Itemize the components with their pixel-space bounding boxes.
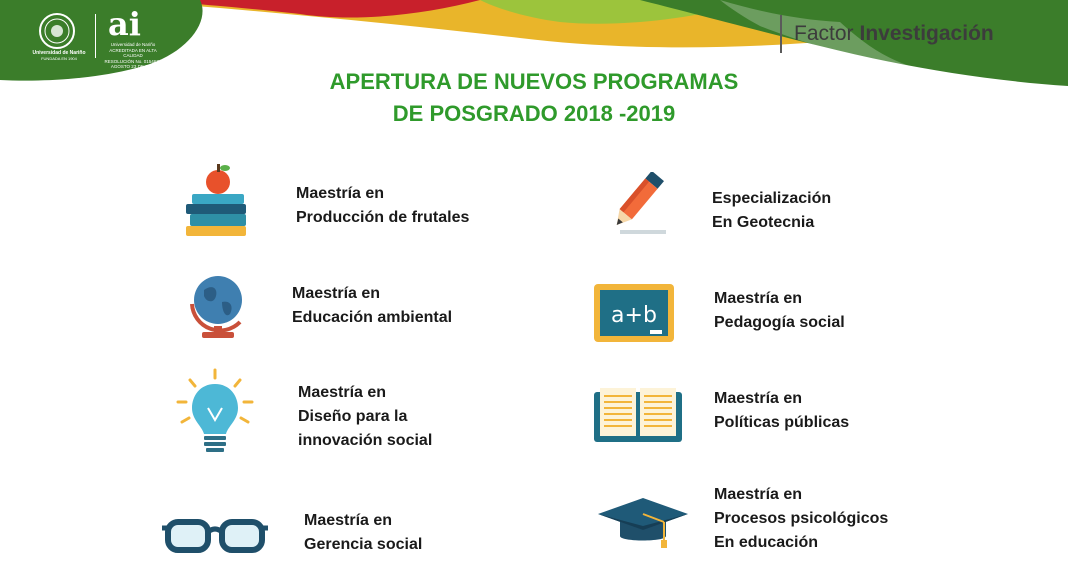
ai-sub-line: RESOLUCIÓN No. 015467 - AGOSTO 23 DE 2017: [104, 58, 162, 69]
brand-prefix: Factor: [794, 22, 854, 45]
graduation-cap-icon: [596, 496, 690, 552]
program-line: Pedagogía social: [714, 314, 845, 331]
program-item: [298, 381, 432, 453]
open-book-icon: [592, 386, 684, 446]
lightbulb-icon: [172, 368, 258, 462]
chalkboard-text: a+b: [611, 303, 657, 328]
program-line: Maestría en: [714, 390, 803, 407]
program-line: Maestría en: [714, 486, 803, 503]
program-line: Maestría en: [304, 512, 393, 529]
program-item: [296, 182, 469, 230]
program-line: Especialización: [712, 190, 832, 207]
page-title-line-2: DE POSGRADO 2018 -2019: [392, 101, 676, 126]
books-apple-icon: [180, 160, 260, 242]
university-founded: FUNDADA EN 1904: [41, 56, 77, 61]
program-line: Procesos psicológicos: [714, 510, 889, 527]
program-line: En educación: [714, 534, 819, 551]
ai-sub-line: ACREDITADA EN ALTA CALIDAD: [109, 47, 157, 58]
program-item: [304, 509, 422, 557]
ai-accreditation-logo: ai: [108, 5, 141, 43]
program-item: [714, 387, 849, 435]
program-line: Diseño para la: [298, 408, 408, 425]
university-name: Universidad de Nariño: [32, 50, 86, 56]
ai-sub-line: Universidad de Nariño: [110, 42, 156, 47]
program-line: Maestría en: [296, 185, 385, 202]
brand-divider: [780, 15, 782, 53]
program-line: Gerencia social: [304, 536, 423, 553]
program-line: En Geotecnia: [712, 214, 815, 231]
program-line: Maestría en: [292, 285, 381, 302]
program-item: [712, 187, 831, 235]
program-item: [292, 282, 452, 330]
glasses-icon: [160, 516, 270, 556]
pencil-icon: [606, 172, 668, 236]
program-line: Educación ambiental: [292, 309, 453, 326]
program-line: Políticas públicas: [714, 414, 850, 431]
logo-divider: [95, 14, 96, 58]
chalkboard-icon: [592, 282, 676, 344]
program-line: innovación social: [298, 432, 433, 449]
program-item: [714, 483, 888, 555]
program-item: [714, 287, 845, 335]
brand-factor-investigacion: [780, 14, 994, 54]
program-line: Maestría en: [298, 384, 387, 401]
university-logo-text: [28, 50, 90, 62]
page-title-line-1: APERTURA DE NUEVOS PROGRAMAS: [329, 69, 739, 94]
program-line: Maestría en: [714, 290, 803, 307]
globe-icon: [182, 266, 254, 342]
brand-name: Investigación: [859, 22, 994, 45]
university-seal-logo: [38, 12, 76, 50]
program-line: Producción de frutales: [296, 209, 470, 226]
